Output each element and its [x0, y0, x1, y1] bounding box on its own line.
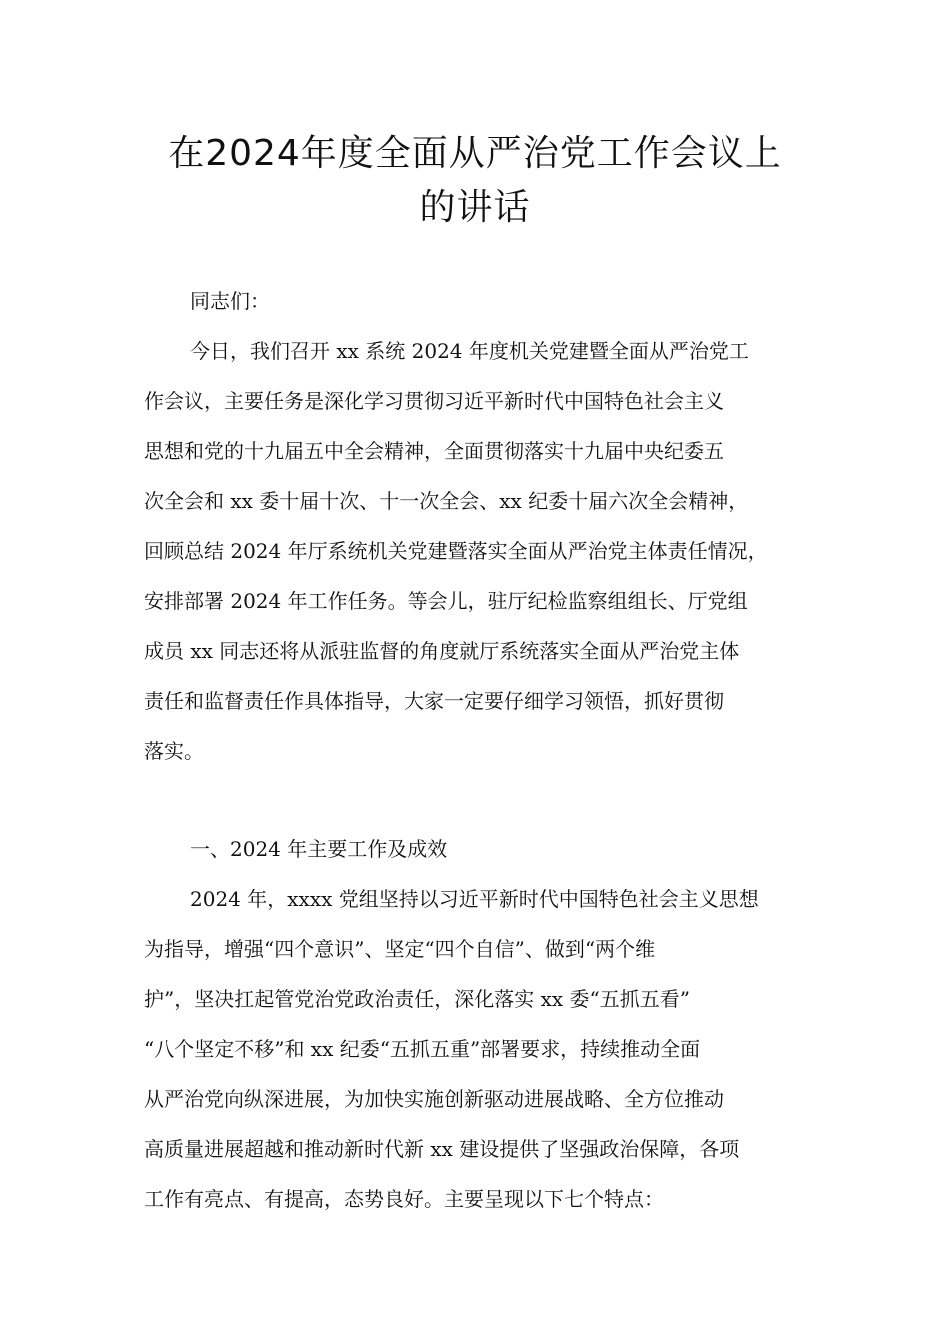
paragraph-2-line: 从严治党向纵深进展，为加快实施创新驱动进展战略、全方位推动 — [144, 1087, 724, 1111]
paragraph-1-line: 作会议，主要任务是深化学习贯彻习近平新时代中国特色社会主义 — [144, 389, 724, 413]
paragraph-2-line: 工作有亮点、有提高，态势良好。主要呈现以下七个特点： — [144, 1187, 664, 1211]
paragraph-2-line: 高质量进展超越和推动新时代新 xx 建设提供了坚强政治保障，各项 — [144, 1137, 740, 1161]
salutation: 同志们： — [190, 289, 270, 313]
document-title-line-1: 在2024年度全面从严治党工作会议上 — [168, 133, 782, 174]
paragraph-1-line: 回顾总结 2024 年厅系统机关党建暨落实全面从严治党主体责任情况， — [144, 539, 768, 563]
paragraph-1-line: 成员 xx 同志还将从派驻监督的角度就厅系统落实全面从严治党主体 — [144, 639, 740, 663]
paragraph-2-line: 2024 年，xxxx 党组坚持以习近平新时代中国特色社会主义思想 — [190, 887, 759, 911]
paragraph-1-line: 今日，我们召开 xx 系统 2024 年度机关党建暨全面从严治党工 — [190, 339, 749, 363]
section-1-heading: 一、2024 年主要工作及成效 — [190, 837, 448, 861]
paragraph-1-line: 责任和监督责任作具体指导，大家一定要仔细学习领悟，抓好贯彻 — [144, 689, 724, 713]
paragraph-1-line: 次全会和 xx 委十届十次、十一次全会、xx 纪委十届六次全会精神， — [144, 489, 749, 513]
paragraph-2-line: 护”，坚决扛起管党治党政治责任，深化落实 xx 委“五抓五看” — [144, 987, 690, 1011]
paragraph-1-line: 思想和党的十九届五中全会精神，全面贯彻落实十九届中央纪委五 — [144, 439, 724, 463]
paragraph-2-line: “八个坚定不移”和 xx 纪委“五抓五重”部署要求，持续推动全面 — [144, 1037, 701, 1061]
paragraph-1-line: 安排部署 2024 年工作任务。等会儿，驻厅纪检监察组组长、厅党组 — [144, 589, 748, 613]
document-title-line-2: 的讲话 — [419, 187, 531, 228]
paragraph-1-line: 落实。 — [144, 739, 204, 763]
paragraph-2-line: 为指导，增强“四个意识”、坚定“四个自信”、做到“两个维 — [144, 937, 656, 961]
